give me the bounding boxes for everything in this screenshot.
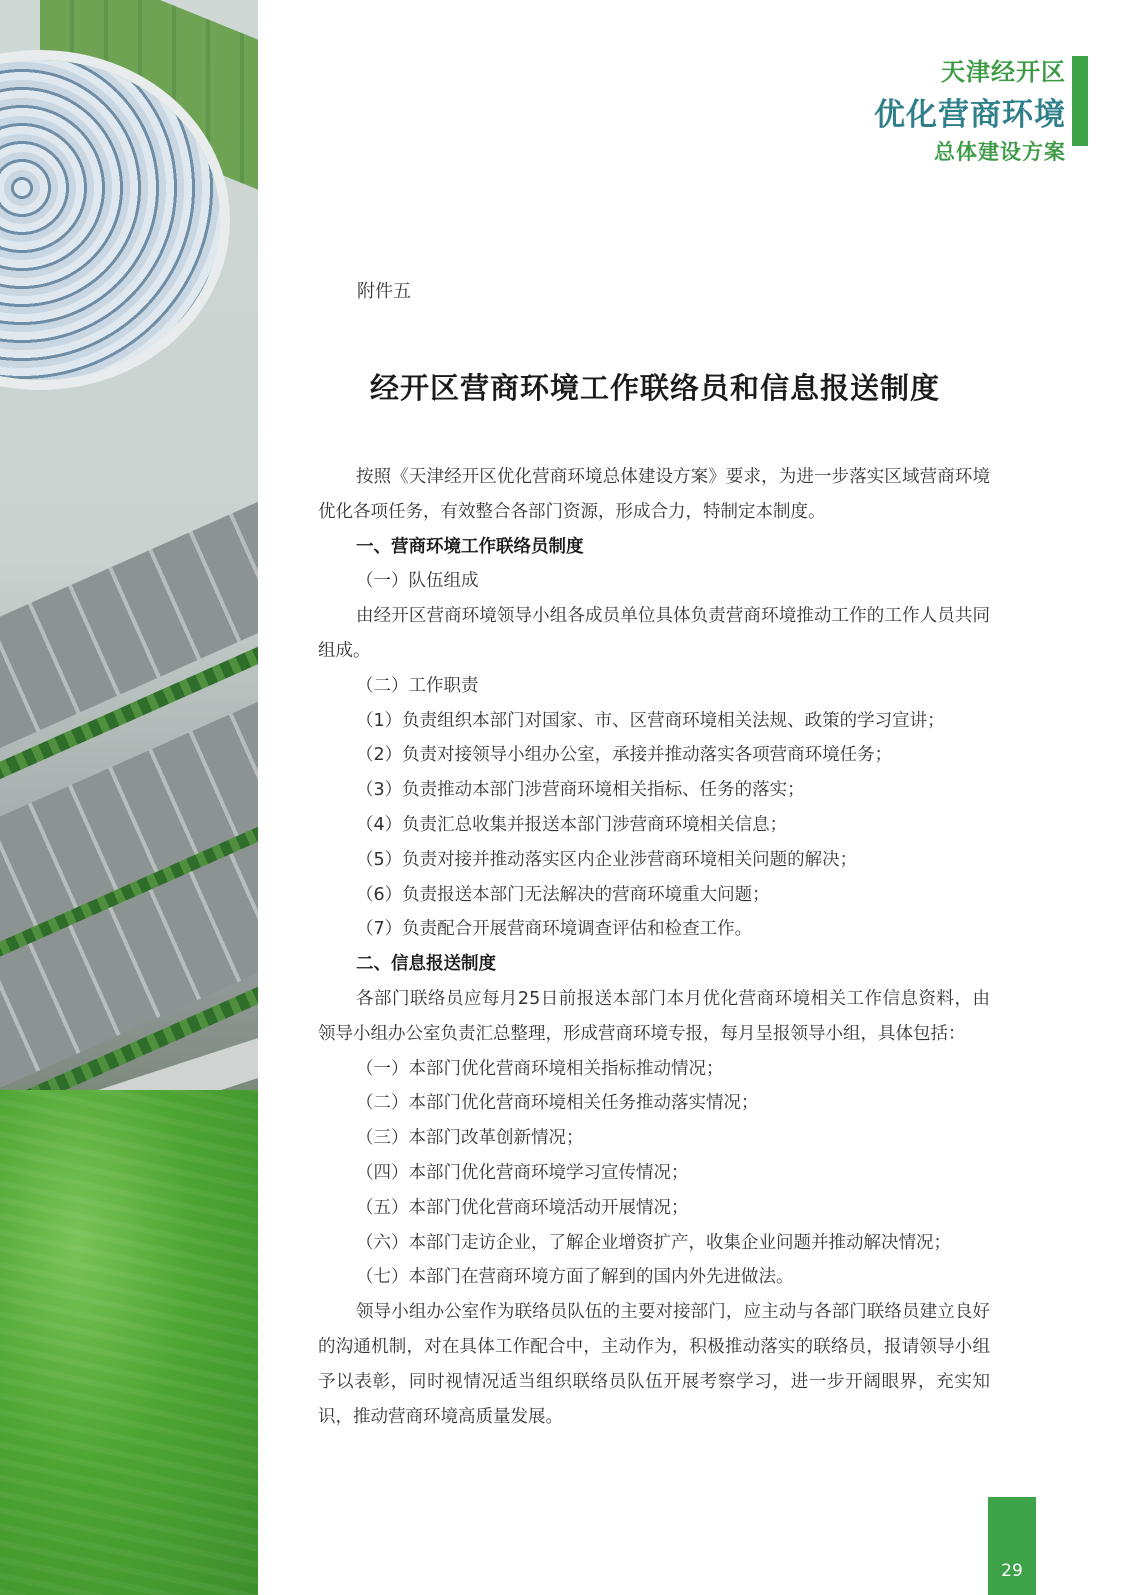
- section-2-heading: 二、信息报送制度: [356, 954, 496, 975]
- list-item: （7）负责配合开展营商环境调查评估和检查工作。: [356, 919, 753, 940]
- closing-paragraph: 领导小组办公室作为联络员队伍的主要对接部门，应主动与各部门联络员建立良好的沟通机制，对在具体工作配合中，主动作为，积极推动落实的联络员，报请领导小组予以表彰，同时视情况适当组织联络员队伍开展考察学习，进一步开阔眼界，充实知识，推动营商环境高质量发展。: [318, 1302, 990, 1427]
- attachment-label: 附件五: [357, 281, 411, 302]
- list-item: （一）本部门优化营商环境相关指标推动情况；: [356, 1058, 724, 1079]
- intro-paragraph: 按照《天津经开区优化营商环境总体建设方案》要求，为进一步落实区域营商环境优化各项任务，有效整合各部门资源，形成合力，特制定本制度。: [318, 467, 990, 522]
- brand-line-1: 天津经开区: [941, 58, 1066, 86]
- list-item: （4）负责汇总收集并报送本部门涉营商环境相关信息；: [356, 814, 788, 835]
- brand-line-2: 优化营商环境: [874, 97, 1066, 133]
- brand-line-3: 总体建设方案: [934, 140, 1066, 164]
- page-number-tab: [988, 1497, 1036, 1595]
- list-item: （六）本部门走访企业，了解企业增资扩产，收集企业问题并推动解决情况；: [356, 1232, 951, 1253]
- header-brand: [874, 52, 1066, 166]
- list-item: （3）负责推动本部门涉营商环境相关指标、任务的落实；: [356, 780, 805, 801]
- list-item: （四）本部门优化营商环境学习宣传情况；: [356, 1162, 689, 1183]
- document-title: 经开区营商环境工作联络员和信息报送制度: [369, 371, 940, 405]
- list-item: （三）本部门改革创新情况；: [356, 1128, 584, 1149]
- list-item: （2）负责对接领导小组办公室，承接并推动落实各项营商环境任务；: [356, 745, 893, 766]
- reporting-text: 各部门联络员应每月25日前报送本部门本月优化营商环境相关工作信息资料，由领导小组办公室负责汇总整理，形成营商环境专报，每月呈报领导小组，具体包括：: [318, 988, 990, 1044]
- page-number: 29: [1001, 1561, 1023, 1581]
- list-item: （5）负责对接并推动落实区内企业涉营商环境相关问题的解决；: [356, 849, 858, 870]
- grass-field: [0, 1090, 258, 1595]
- aerial-photo-strip: [0, 0, 258, 1595]
- brand-accent-bar: [1072, 56, 1088, 146]
- list-item: （七）本部门在营商环境方面了解到的国内外先进做法。: [356, 1267, 794, 1288]
- subsection-heading: （二）工作职责: [356, 675, 479, 696]
- subsection-heading: （一）队伍组成: [356, 571, 479, 592]
- section-1-heading: 一、营商环境工作联络员制度: [356, 536, 584, 557]
- document-body: [318, 460, 990, 1434]
- list-item: （1）负责组织本部门对国家、市、区营商环境相关法规、政策的学习宣讲；: [356, 710, 945, 731]
- team-composition-text: 由经开区营商环境领导小组各成员单位具体负责营商环境推动工作的工作人员共同组成。: [318, 606, 990, 661]
- list-item: （6）负责报送本部门无法解决的营商环境重大问题；: [356, 884, 770, 905]
- list-item: （二）本部门优化营商环境相关任务推动落实情况；: [356, 1093, 759, 1114]
- list-item: （五）本部门优化营商环境活动开展情况；: [356, 1197, 689, 1218]
